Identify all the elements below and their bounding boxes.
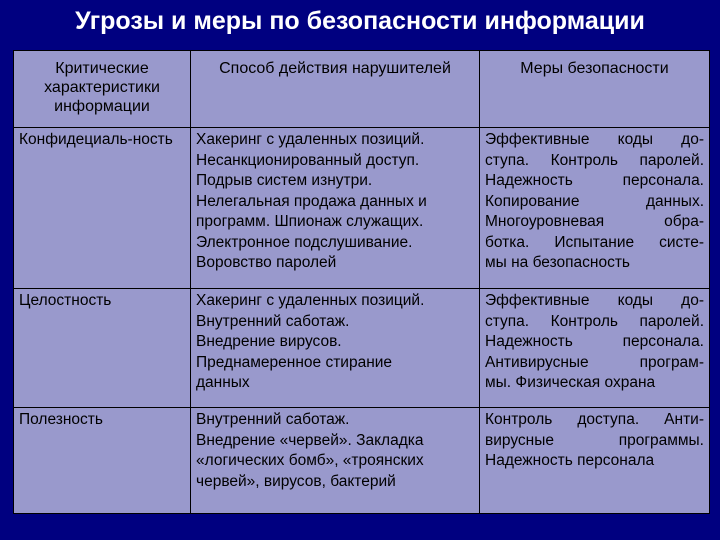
measure-line: Эффективные коды до- <box>485 131 704 148</box>
method-line: Хакеринг с удаленных позиций. <box>196 292 425 309</box>
measure-line: ступа. Контроль паролей. <box>485 151 704 169</box>
measure-line: Многоуровневая обра- <box>485 213 704 230</box>
method-line: червей», вирусов, бактерий <box>196 472 396 490</box>
measure-line: Надежность персонала <box>485 452 655 469</box>
row-confidentiality-measures <box>480 128 710 289</box>
measure-line: Контроль доступа. Анти- <box>485 411 704 428</box>
method-line: Внедрение вирусов. <box>196 333 342 350</box>
measure-line: ботка. Испытание систе- <box>485 233 704 251</box>
method-line: «логических бомб», «троянских <box>196 452 424 469</box>
method-line: данных <box>196 374 250 391</box>
method-line: Подрыв систем изнутри. <box>196 172 373 189</box>
method-line: Внутренний саботаж. <box>196 411 350 428</box>
row-confidentiality-label: Конфидециаль-ность <box>14 128 191 289</box>
measure-line: мы на безопасность <box>485 254 630 271</box>
measure-line: Антивирусные програм- <box>485 353 704 371</box>
table-header-row <box>14 51 710 128</box>
measure-line: ступа. Контроль паролей. <box>485 312 704 330</box>
measure-line: Эффективные коды до- <box>485 292 704 309</box>
header-methods: Способ действия нарушителей <box>191 51 480 128</box>
row-integrity-measures <box>480 289 710 408</box>
method-line: Электронное подслушивание. <box>196 233 413 251</box>
table-row <box>14 128 710 289</box>
header-characteristics: Критические характеристики информации <box>14 51 191 128</box>
method-line: Внедрение «червей». Закладка <box>196 431 424 449</box>
row-integrity-methods <box>191 289 480 408</box>
method-line: Несанкционированный доступ. <box>196 151 420 169</box>
threats-table <box>13 50 710 514</box>
method-line: Воровство паролей <box>196 254 337 271</box>
header-measures: Меры безопасности <box>480 51 710 128</box>
method-line: Внутренний саботаж. <box>196 312 350 330</box>
row-confidentiality-methods <box>191 128 480 289</box>
measure-line: вирусные программы. <box>485 431 704 449</box>
slide-title: Угрозы и меры по безопасности информации <box>75 7 645 35</box>
measure-line: Надежность персонала. <box>485 172 704 189</box>
measure-line: мы. Физическая охрана <box>485 374 656 391</box>
row-integrity-label: Целостность <box>14 289 191 408</box>
method-line: Преднамеренное стирание <box>196 353 393 371</box>
measure-line: Надежность персонала. <box>485 333 704 350</box>
row-availability-methods <box>191 408 480 514</box>
measure-line: Копирование данных. <box>485 192 704 210</box>
row-availability-label: Полезность <box>14 408 191 514</box>
method-line: Нелегальная продажа данных и <box>196 192 427 210</box>
method-line: Хакеринг с удаленных позиций. <box>196 131 425 148</box>
table-row <box>14 289 710 408</box>
table-row <box>14 408 710 514</box>
row-availability-measures <box>480 408 710 514</box>
method-line: программ. Шпионаж служащих. <box>196 213 424 230</box>
